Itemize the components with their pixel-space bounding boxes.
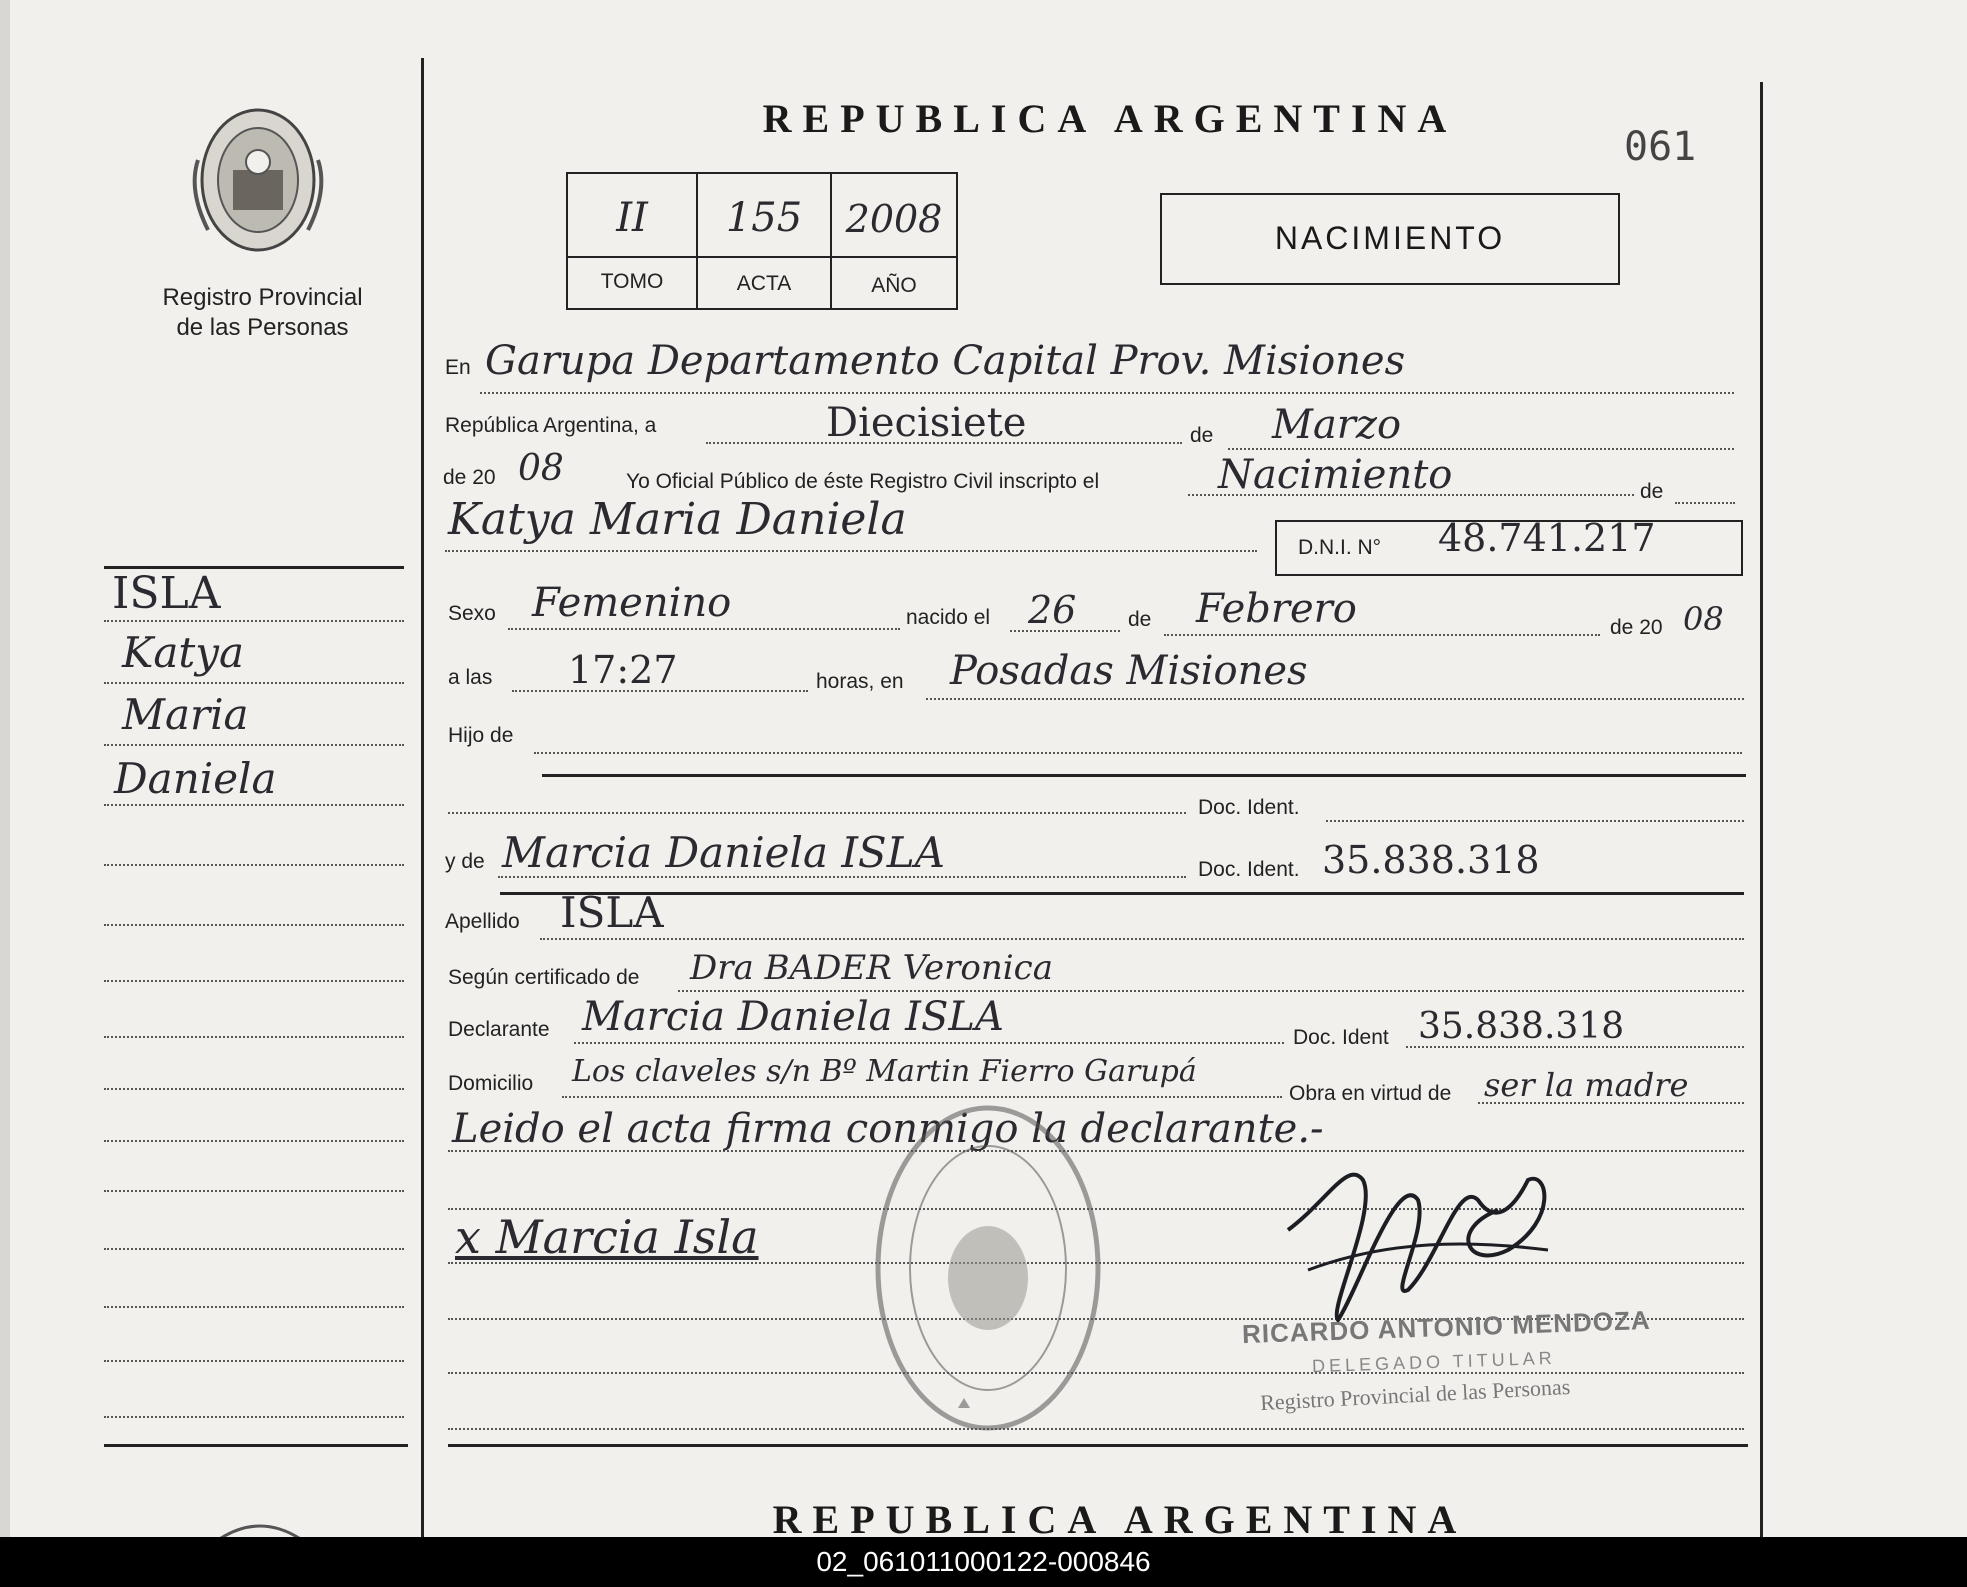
margin-line [104, 1140, 404, 1142]
madre-value: Marcia Daniela ISLA [502, 828, 945, 877]
margin-line [104, 1360, 404, 1362]
doc-ident-label-father: Doc. Ident. [1198, 796, 1300, 819]
form-line [540, 938, 1744, 940]
nacido-year: 08 [1683, 600, 1724, 638]
apellido-label: Apellido [445, 910, 520, 933]
month-value: Marzo [1272, 402, 1402, 448]
acta-label: ACTA [736, 272, 792, 295]
de-label-3: de [1128, 608, 1152, 631]
declarante-value: Marcia Daniela ISLA [582, 994, 1004, 1040]
margin-line [104, 864, 404, 866]
nacido-label: nacido el [906, 606, 991, 629]
domicilio-value: Los claveles s/n Bº Martin Fierro Garupá [572, 1054, 1197, 1089]
form-line [448, 812, 1186, 814]
domicilio-label: Domicilio [448, 1072, 534, 1095]
official-office: Registro Provincial de las Personas [1259, 1373, 1571, 1416]
form-line [445, 550, 1257, 552]
name-value: Katya Maria Daniela [448, 494, 907, 545]
registry-stamp-icon [868, 1098, 1108, 1438]
alas-label: a las [448, 666, 493, 689]
madre-doc: 35.838.318 [1322, 838, 1540, 882]
margin-line [104, 924, 404, 926]
registry-name-line2: de las Personas [176, 314, 349, 341]
folio-number: 061 [1624, 124, 1697, 170]
margin-line [104, 804, 404, 806]
en-value: Garupa Departamento Capital Prov. Misiones [485, 338, 1406, 384]
tomo-value: II [616, 195, 648, 241]
form-line [1675, 502, 1735, 504]
margin-line [104, 980, 404, 982]
sexo-label: Sexo [448, 602, 496, 625]
tomo-label: TOMO [600, 270, 664, 293]
official-name: RICARDO ANTONIO MENDOZA [1241, 1304, 1652, 1350]
yde-label: y de [445, 850, 485, 873]
bottom-country-title: REPUBLICA ARGENTINA [772, 1497, 1468, 1537]
margin-line [104, 1416, 404, 1418]
margin-name-2: Maria [122, 690, 249, 739]
doc-ident-label-declarante: Doc. Ident [1293, 1026, 1389, 1049]
mother-rule [500, 892, 1744, 895]
segun-label: Según certificado de [448, 966, 640, 989]
form-line [1228, 448, 1734, 450]
republica-label: República Argentina, a [445, 414, 657, 437]
acta-value: 155 [725, 195, 803, 241]
form-line [678, 990, 1744, 992]
misiones-seal-bottom-icon [195, 1512, 325, 1537]
form-bottom-rule [448, 1444, 1748, 1447]
dni-label: D.N.I. N° [1298, 536, 1382, 559]
lugar-value: Posadas Misiones [950, 648, 1308, 694]
form-line [574, 1042, 1284, 1044]
leido-text: Leido el acta firma conmigo la declarante.- [452, 1106, 1324, 1152]
year-prefix: de 20 [443, 466, 496, 489]
doc-ident-label-mother: Doc. Ident. [1198, 858, 1300, 881]
apellido-value: ISLA [560, 888, 664, 937]
year-value: 08 [518, 448, 564, 489]
margin-line [104, 1036, 404, 1038]
misiones-seal-icon [178, 100, 338, 260]
en-label: En [445, 356, 471, 379]
oficial-text: Yo Oficial Público de éste Registro Civil inscripto el [626, 470, 1100, 493]
margin-line [104, 744, 404, 746]
day-value: Diecisiete [826, 400, 1027, 446]
right-border [1760, 82, 1763, 1537]
anio-label: AÑO [871, 274, 917, 297]
declarante-label: Declarante [448, 1018, 550, 1041]
hora-value: 17:27 [568, 648, 678, 692]
horas-en-label: horas, en [816, 670, 904, 693]
margin-line [104, 620, 404, 622]
form-line [480, 392, 1734, 394]
margin-name-1: Katya [122, 628, 245, 677]
registry-name-line1: Registro Provincial [162, 284, 363, 311]
official-signature-icon [1268, 1140, 1568, 1330]
obra-value: ser la madre [1484, 1066, 1689, 1104]
form-line [926, 698, 1744, 700]
nacido-year-prefix: de 20 [1610, 616, 1663, 639]
form-line [1164, 634, 1600, 636]
margin-line [104, 1088, 404, 1090]
form-line [508, 628, 900, 630]
form-line [534, 752, 1742, 754]
sexo-value: Femenino [532, 580, 732, 626]
footer-code: 02_061011000122-000846 [0, 1537, 1967, 1587]
margin-line [104, 1306, 404, 1308]
country-title: REPUBLICA ARGENTINA [762, 96, 1458, 141]
anio-value: 2008 [845, 197, 943, 241]
margin-line [104, 1248, 404, 1250]
nacido-month: Febrero [1196, 586, 1357, 632]
official-title: DELEGADO TITULAR [1311, 1347, 1556, 1377]
father-rule [542, 774, 1746, 777]
inscripto-value: Nacimiento [1218, 452, 1453, 498]
margin-name-3: Daniela [114, 754, 277, 803]
margin-line [104, 1190, 404, 1192]
hijo-label: Hijo de [448, 724, 514, 747]
de-label: de [1190, 424, 1214, 447]
margin-bottom-rule [104, 1444, 408, 1447]
declarant-signature: x Marcia Isla [455, 1210, 759, 1264]
obra-label: Obra en virtud de [1289, 1082, 1452, 1105]
left-column-border [421, 58, 424, 1537]
record-type-label: NACIMIENTO [1274, 220, 1506, 256]
declarante-doc: 35.838.318 [1418, 1006, 1625, 1047]
margin-line [104, 682, 404, 684]
de-label-2: de [1640, 480, 1664, 503]
margin-surname: ISLA [112, 568, 221, 619]
nacido-day: 26 [1028, 588, 1077, 632]
form-line [1326, 820, 1744, 822]
certificado-value: Dra BADER Veronica [690, 948, 1053, 988]
dni-value: 48.741.217 [1438, 516, 1656, 560]
